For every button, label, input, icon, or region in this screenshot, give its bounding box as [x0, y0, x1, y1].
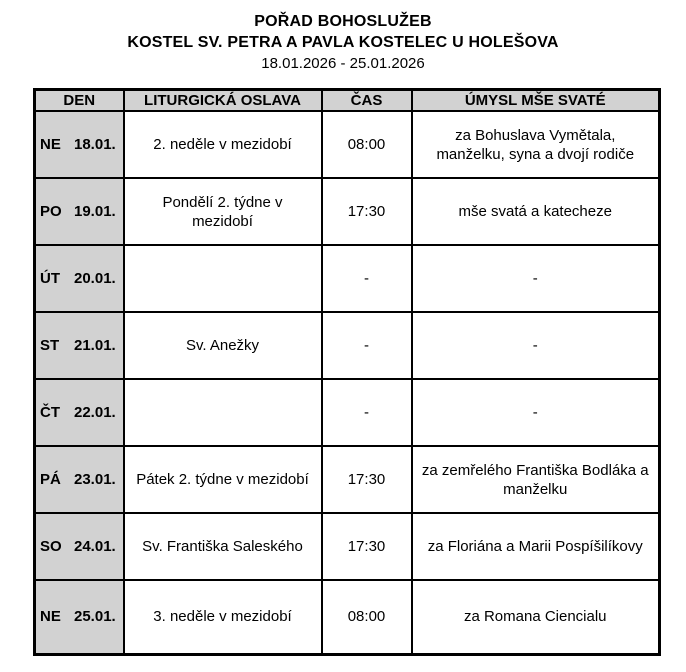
intention-cell: za zemřelého Františka Bodláka a manželku — [412, 446, 660, 513]
day-abbr: PO — [40, 203, 62, 220]
day-date: 25.01. — [74, 608, 116, 626]
day-date: 21.01. — [74, 337, 116, 354]
date-range: 18.01.2026 - 25.01.2026 — [261, 55, 425, 72]
day-cell — [35, 513, 124, 580]
day-cell — [35, 379, 124, 446]
intention-cell: za Floriána a Marii Pospíšilíkovy — [412, 513, 660, 580]
table-row — [35, 245, 660, 312]
intention-cell: - — [412, 379, 660, 446]
time-cell: 17:30 — [322, 446, 412, 513]
day-date: 23.01. — [74, 471, 116, 488]
day-cell — [35, 312, 124, 379]
time-cell: 17:30 — [322, 513, 412, 580]
page-title: POŘAD BOHOSLUŽEB — [254, 13, 432, 30]
day-abbr: ST — [40, 337, 60, 354]
table-row — [35, 379, 660, 446]
intention-cell: mše svatá a katecheze — [412, 178, 660, 245]
column-header-time: ČAS — [322, 90, 412, 112]
day-cell — [35, 245, 124, 312]
celebration-cell — [124, 245, 322, 312]
table-row — [35, 312, 660, 379]
day-abbr: NE — [40, 136, 61, 153]
day-date: 22.01. — [74, 404, 116, 421]
church-name: KOSTEL SV. PETRA A PAVLA KOSTELEC U HOLEŠOVA — [127, 34, 559, 51]
table-row — [35, 111, 660, 178]
celebration-cell — [124, 379, 322, 446]
mass-schedule-table — [33, 88, 661, 656]
table-header-row — [35, 90, 660, 112]
column-header-day: DEN — [35, 90, 124, 112]
time-cell: - — [322, 312, 412, 379]
time-cell: 08:00 — [322, 111, 412, 178]
table-row — [35, 178, 660, 245]
schedule-body — [35, 111, 660, 654]
day-cell — [35, 446, 124, 513]
celebration-cell: 2. neděle v mezidobí — [124, 111, 322, 178]
intention-cell: - — [412, 245, 660, 312]
day-date: 18.01. — [74, 136, 116, 153]
day-abbr: ÚT — [40, 270, 60, 287]
day-date: 24.01. — [74, 538, 116, 555]
celebration-cell: 3. neděle v mezidobí — [124, 580, 322, 654]
table-row — [35, 580, 660, 654]
column-header-intention: ÚMYSL MŠE SVATÉ — [412, 90, 660, 112]
celebration-cell: Sv. Františka Saleského — [124, 513, 322, 580]
intention-cell: za Bohuslava Vymětala, manželku, syna a dvojí rodiče — [412, 111, 660, 178]
celebration-cell: Pondělí 2. týdne v mezidobí — [124, 178, 322, 245]
document-header — [0, 0, 686, 74]
time-cell: 08:00 — [322, 580, 412, 654]
intention-cell: za Romana Ciencialu — [412, 580, 660, 654]
day-cell — [35, 111, 124, 178]
day-date: 19.01. — [74, 203, 116, 220]
intention-cell: - — [412, 312, 660, 379]
day-abbr: ČT — [40, 404, 60, 421]
time-cell: 17:30 — [322, 178, 412, 245]
table-row — [35, 513, 660, 580]
column-header-celebration: LITURGICKÁ OSLAVA — [124, 90, 322, 112]
day-abbr: NE — [40, 608, 61, 626]
day-cell — [35, 178, 124, 245]
table-row — [35, 446, 660, 513]
time-cell: - — [322, 379, 412, 446]
time-cell: - — [322, 245, 412, 312]
day-abbr: SO — [40, 538, 62, 555]
celebration-cell: Sv. Anežky — [124, 312, 322, 379]
celebration-cell: Pátek 2. týdne v mezidobí — [124, 446, 322, 513]
day-cell — [35, 580, 124, 654]
day-date: 20.01. — [74, 270, 116, 287]
day-abbr: PÁ — [40, 471, 61, 488]
